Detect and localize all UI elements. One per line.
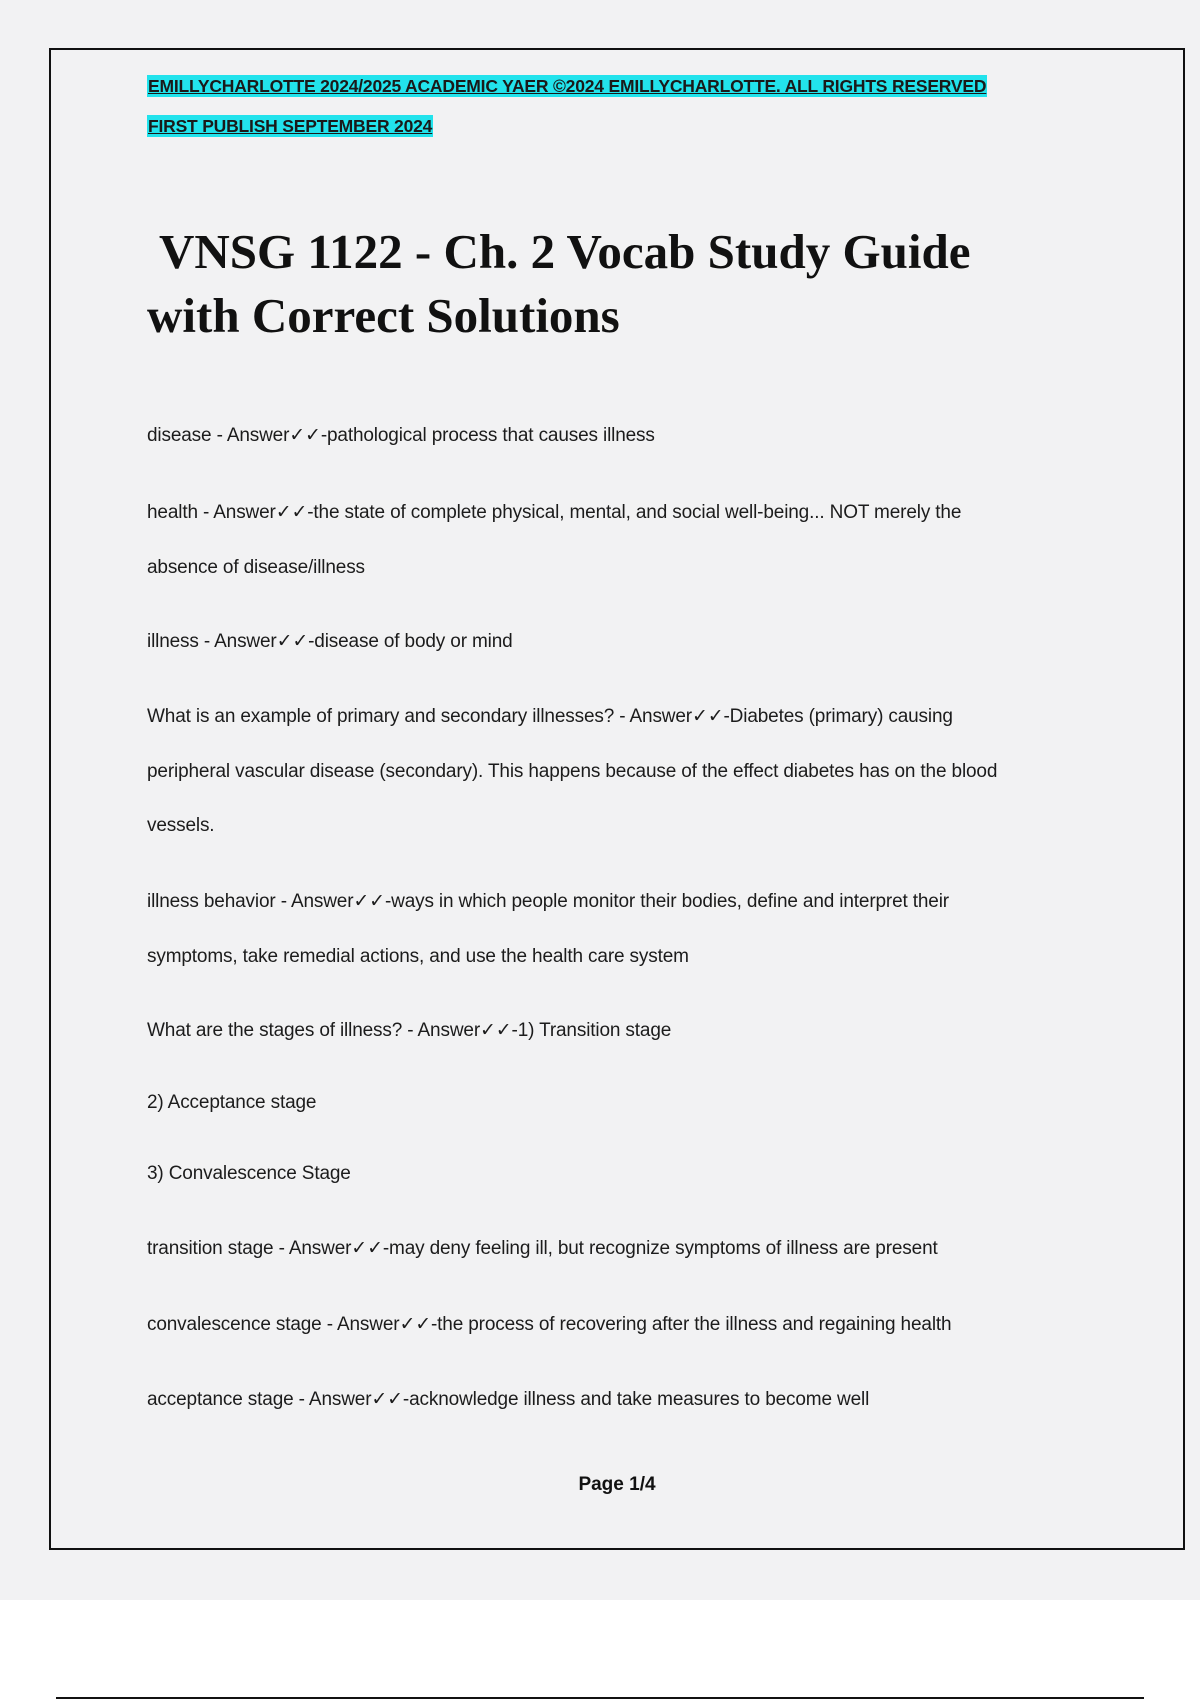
title-line-1: VNSG 1122 - Ch. 2 Vocab Study Guide xyxy=(159,224,971,279)
vocab-entry-stage-3: 3) Convalescence Stage xyxy=(147,1163,351,1184)
vocab-entry-health: health - Answer✓✓-the state of complete physical, mental, and social well-being... NOT merely the xyxy=(147,502,962,523)
vocab-entry-stages: What are the stages of illness? - Answer✓✓-1) Transition stage xyxy=(147,1020,672,1041)
vocab-entry-primary-secondary-cont: peripheral vascular disease (secondary). This happens because of the effect diabetes has on the blood xyxy=(147,761,998,782)
vocab-entry-illness-behavior: illness behavior - Answer✓✓-ways in which people monitor their bodies, define and interpret their xyxy=(147,891,949,912)
vocab-entry-disease: disease - Answer✓✓-pathological process that causes illness xyxy=(147,425,655,446)
page-number: Page 1/4 xyxy=(578,1474,656,1495)
vocab-entry-primary-secondary: What is an example of primary and secondary illnesses? - Answer✓✓-Diabetes (primary) causing xyxy=(147,706,953,727)
vocab-entry-convalescence-stage: convalescence stage - Answer✓✓-the process of recovering after the illness and regaining health xyxy=(147,1314,952,1335)
title-line-2: with Correct Solutions xyxy=(147,288,620,343)
vocab-entry-transition-stage: transition stage - Answer✓✓-may deny feeling ill, but recognize symptoms of illness are present xyxy=(147,1238,938,1259)
vocab-entry-illness: illness - Answer✓✓-disease of body or mind xyxy=(147,631,513,652)
document-page xyxy=(49,48,1185,1550)
vocab-entry-illness-behavior-cont: symptoms, take remedial actions, and use the health care system xyxy=(147,946,689,967)
vocab-entry-stage-2: 2) Acceptance stage xyxy=(147,1092,317,1113)
document-title xyxy=(147,220,1107,348)
vocab-entry-primary-secondary-cont2: vessels. xyxy=(147,815,215,836)
vocab-entry-acceptance-stage: acceptance stage - Answer✓✓-acknowledge illness and take measures to become well xyxy=(147,1389,870,1410)
copyright-header-text: EMILLYCHARLOTTE 2024/2025 ACADEMIC YAER ©2024 EMILLYCHARLOTTE. ALL RIGHTS RESERVED xyxy=(148,76,987,96)
copyright-header xyxy=(147,76,987,97)
divider xyxy=(56,1697,1144,1699)
publish-date-text: FIRST PUBLISH SEPTEMBER 2024 xyxy=(148,116,433,136)
vocab-entry-health-cont: absence of disease/illness xyxy=(147,557,365,578)
publish-date-header xyxy=(147,116,433,137)
